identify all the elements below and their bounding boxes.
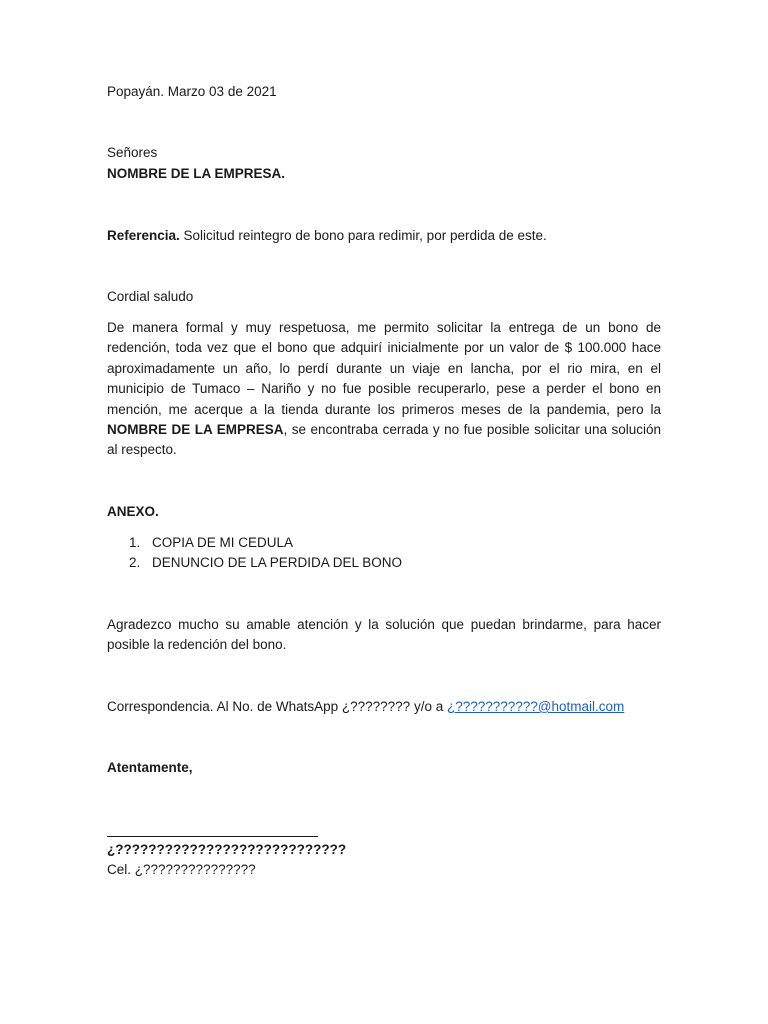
signature-name: ¿???????????????????????????? (107, 842, 347, 857)
correspondence-text: Correspondencia. Al No. de WhatsApp ¿???????? y/o a (107, 699, 447, 714)
list-item (107, 553, 661, 573)
signature-line (107, 836, 661, 837)
thanks-paragraph: Agradezco mucho su amable atención y la solución que puedan brindarme, para hacer posible la redención del bono. (107, 617, 661, 653)
salutation-to: Señores (107, 145, 158, 160)
greeting: Cordial saludo (107, 289, 194, 304)
date-line: Popayán. Marzo 03 de 2021 (107, 84, 277, 99)
email-link[interactable]: ¿???????????@hotmail.com (446, 699, 625, 714)
list-item (107, 533, 661, 553)
correspondence-line (107, 697, 661, 717)
annex-list (107, 533, 661, 574)
body-text-part2: , se encontraba cerrada y no fue posible solicitar una solución al respecto. (107, 422, 661, 458)
closing: Atentamente, (107, 760, 193, 775)
signature-phone: Cel. ¿??????????????? (107, 862, 256, 877)
body-text-part1: De manera formal y muy respetuosa, me permito solicitar la entrega de un bono de redención, toda vez que el bono que adquirí inicialmente por un valor de $ 100.000 hace aproximadamente un año, lo perdí durante un viaje en lancha, por el rio mira, en el municipio de Tumaco – Nariño y no fue posible recuperarlo, pese a perder el bono en mención, me acerque a la tienda durante los primeros meses de la pandemia, pero la (107, 320, 661, 417)
reference-label: Referencia. (107, 228, 180, 243)
list-item-text: COPIA DE MI CEDULA (152, 535, 294, 550)
signature-rule (107, 836, 318, 837)
list-item-text: DENUNCIO DE LA PERDIDA DEL BONO (152, 555, 403, 571)
company-name: NOMBRE DE LA EMPRESA. (107, 166, 286, 181)
body-paragraph (107, 318, 661, 461)
reference-line (107, 226, 661, 246)
body-company-name: NOMBRE DE LA EMPRESA (107, 422, 284, 438)
reference-text: Solicitud reintegro de bono para redimir, por perdida de este. (179, 228, 547, 243)
annex-title: ANEXO. (107, 504, 159, 519)
list-item-number: 1. (129, 535, 141, 550)
list-item-number: 2. (129, 555, 141, 571)
